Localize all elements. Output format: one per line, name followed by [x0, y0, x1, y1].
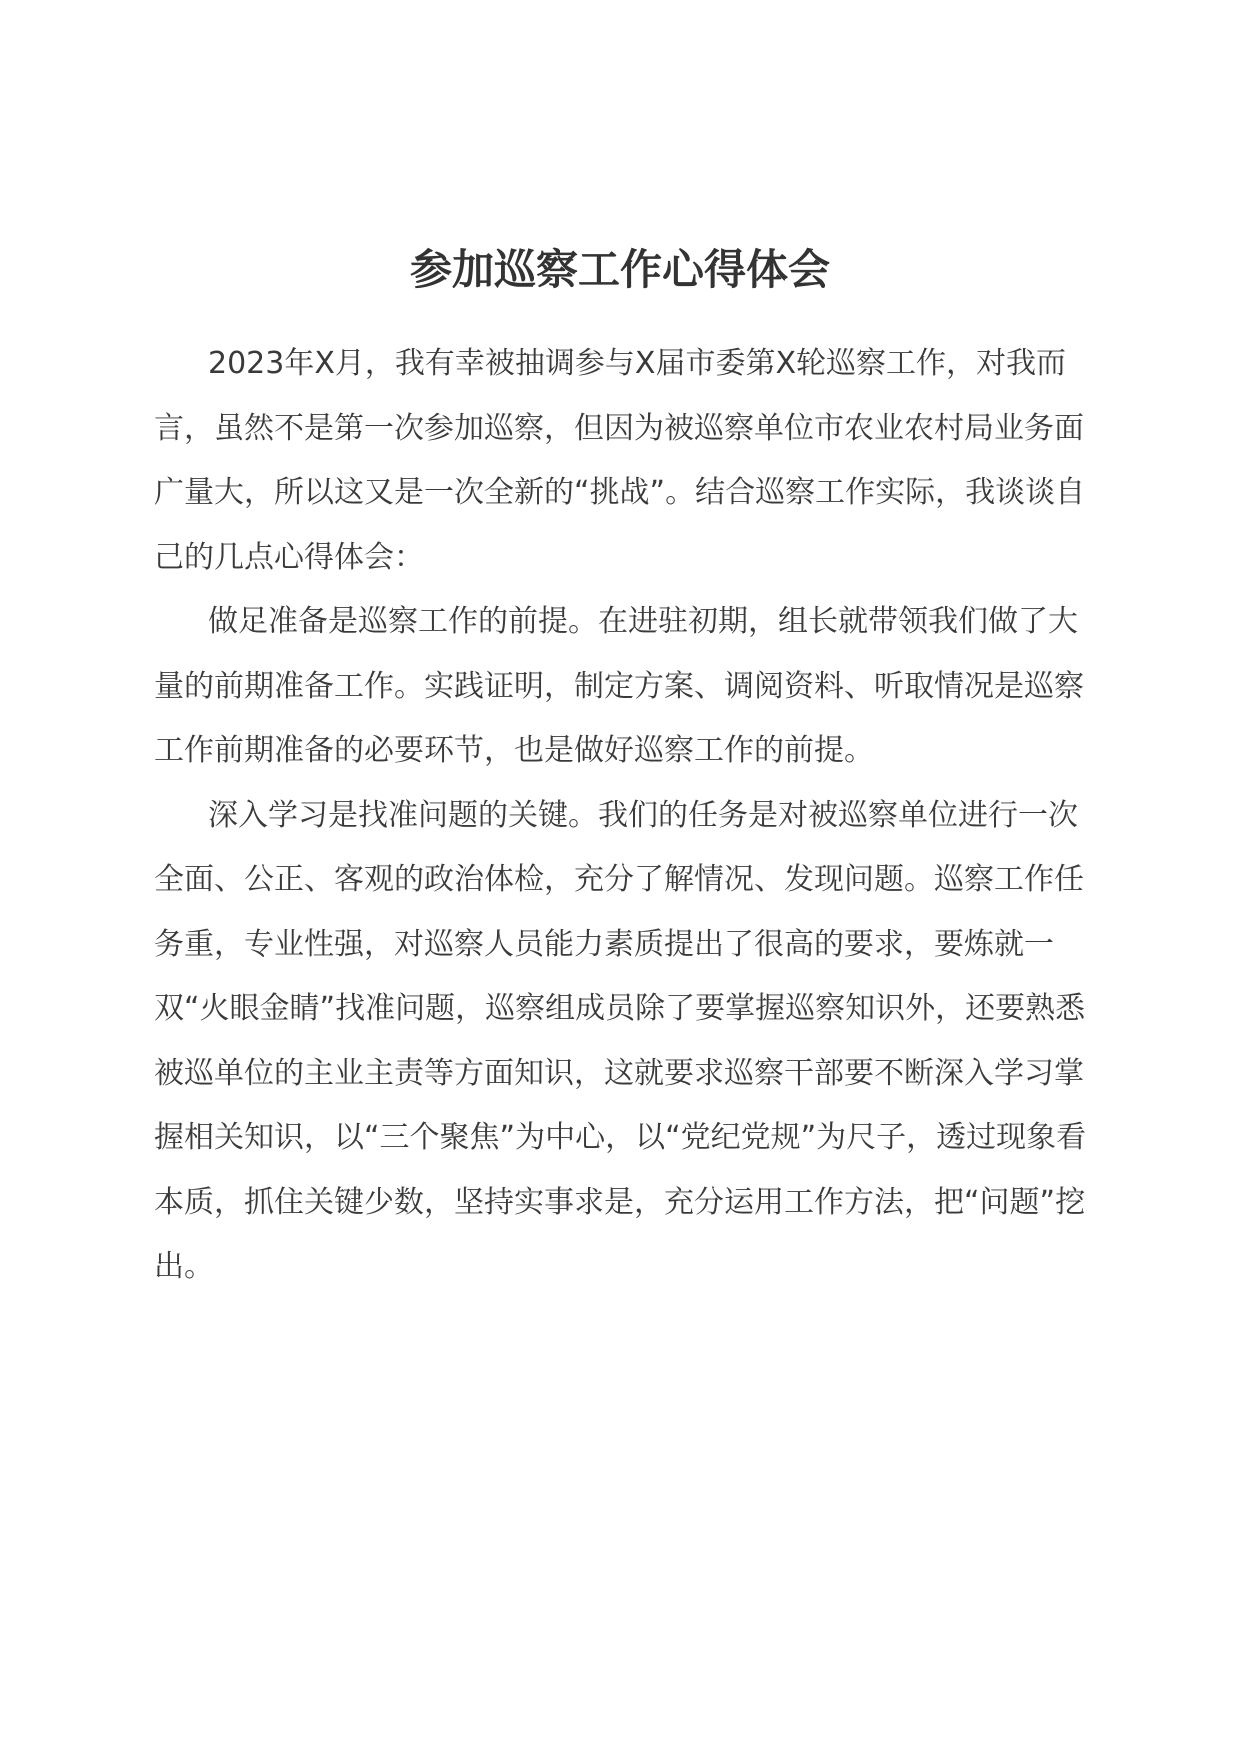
- document-title: 参加巡察工作心得体会: [409, 245, 830, 294]
- document-body: [154, 332, 1094, 1300]
- paragraph-preparation: 做足准备是巡察工作的前提。在进驻初期，组长就带领我们做了大量的前期准备工作。实践证明，制定方案、调阅资料、听取情况是巡察工作前期准备的必要环节，也是做好巡察工作的前提。: [154, 604, 1084, 768]
- paragraph-intro: 2023年X月，我有幸被抽调参与X届市委第X轮巡察工作，对我而言，虽然不是第一次参加巡察，但因为被巡察单位市农业农村局业务面广量大，所以这又是一次全新的“挑战”。结合巡察工作实际，我谈谈自己的几点心得体会：: [154, 346, 1086, 575]
- paragraph-study: 深入学习是找准问题的关键。我们的任务是对被巡察单位进行一次全面、公正、客观的政治体检，充分了解情况、发现问题。巡察工作任务重，专业性强，对巡察人员能力素质提出了很高的要求，要炼就一双“火眼金睛”找准问题，巡察组成员除了要掌握巡察知识外，还要熟悉被巡单位的主业主责等方面知识，这就要求巡察干部要不断深入学习掌握相关知识，以“三个聚焦”为中心，以“党纪党规”为尺子，透过现象看本质，抓住关键少数，坚持实事求是，充分运用工作方法，把“问题”挖出。: [154, 797, 1087, 1284]
